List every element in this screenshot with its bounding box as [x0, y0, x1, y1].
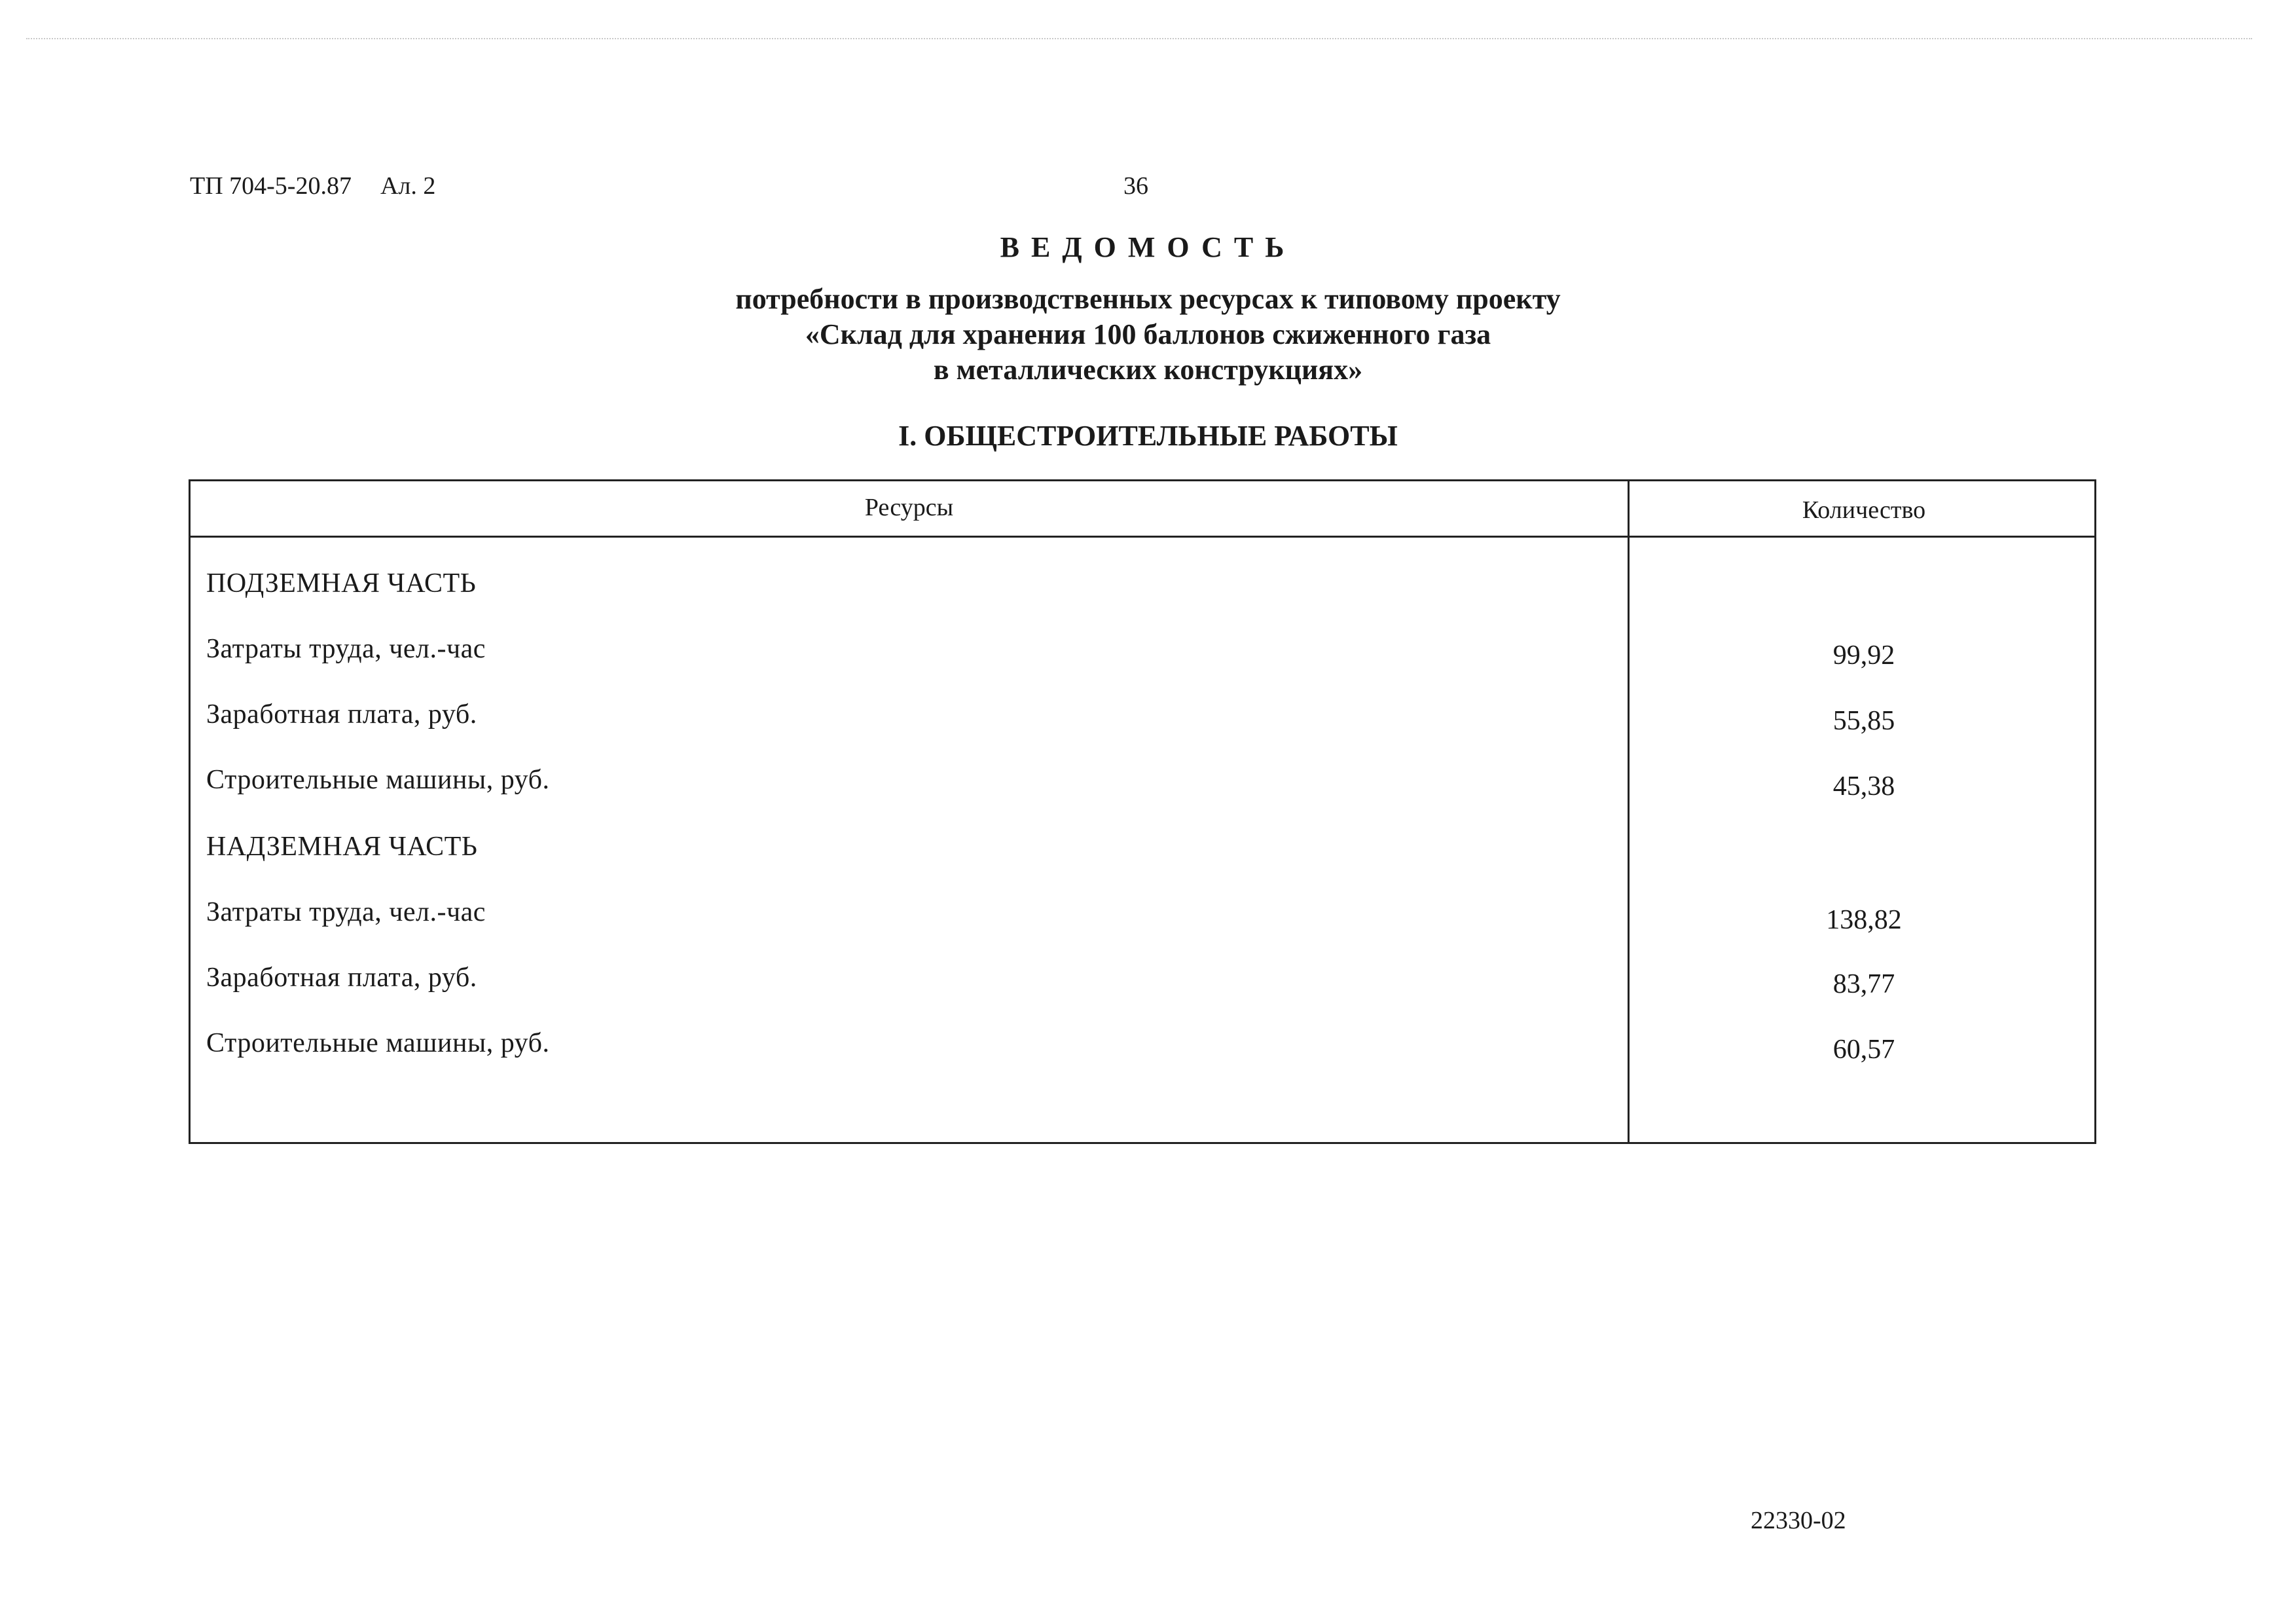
row-label: Строительные машины, руб. [206, 1028, 550, 1058]
row-label: Строительные машины, руб. [206, 765, 550, 795]
row-value: 138,82 [1826, 905, 1902, 935]
section-heading: I. ОБЩЕСТРОИТЕЛЬНЫЕ РАБОТЫ [898, 420, 1398, 452]
album-label: Ал. 2 [380, 172, 436, 200]
document-subtitle [0, 282, 2296, 388]
section-title-aboveground: НАДЗЕМНАЯ ЧАСТЬ [206, 832, 478, 862]
row-label: Затраты труда, чел.-час [206, 634, 486, 664]
row-value: 99,92 [1832, 640, 1895, 671]
row-value: 55,85 [1832, 706, 1895, 736]
row-value: 60,57 [1832, 1035, 1895, 1065]
footer-document-number: 22330-02 [1751, 1507, 1846, 1534]
subtitle-line: «Склад для хранения 100 баллонов сжиженного газа [805, 318, 1491, 350]
document-title: ВЕДОМОСТЬ [1000, 231, 1296, 263]
scan-edge-line [26, 38, 2252, 39]
doc-code-text: ТП 704-5-20.87 [190, 172, 352, 200]
header-divider [191, 536, 2094, 538]
row-label: Заработная плата, руб. [206, 963, 477, 993]
row-value: 83,77 [1832, 969, 1895, 999]
page-number: 36 [1123, 172, 1148, 200]
row-label: Заработная плата, руб. [206, 699, 477, 729]
section-title-underground: ПОДЗЕМНАЯ ЧАСТЬ [206, 568, 477, 599]
row-value: 45,38 [1832, 771, 1895, 802]
document-code [190, 172, 435, 200]
column-header-quantity: Количество [1802, 496, 1926, 524]
subtitle-line: потребности в производственных ресурсах к типовому проекту [735, 283, 1561, 315]
row-label: Затраты труда, чел.-час [206, 897, 486, 927]
column-header-resources: Ресурсы [864, 494, 954, 521]
subtitle-line: в металлических конструкциях» [933, 354, 1363, 386]
resources-table [189, 479, 2096, 1144]
